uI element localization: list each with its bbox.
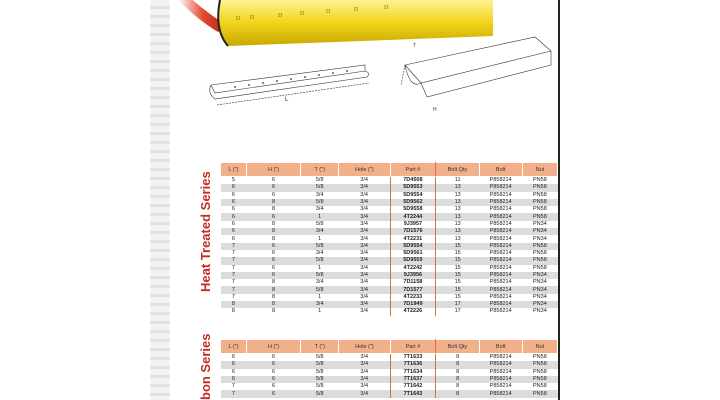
- table-cell: P858214: [479, 272, 522, 279]
- table-cell: 5/8: [301, 257, 339, 264]
- table-cell: 8: [456, 383, 460, 390]
- table-cell: 7D1949: [390, 301, 436, 308]
- table-row: [221, 192, 558, 199]
- table-cell: 4T2244: [390, 213, 436, 220]
- table-cell: 6: [246, 184, 300, 191]
- table-cell: P858214: [489, 220, 512, 227]
- table-cell: 15: [436, 243, 479, 250]
- table-cell: 3/4: [339, 286, 390, 293]
- column-header: H ("): [246, 340, 300, 354]
- table-cell: 15: [436, 286, 479, 293]
- table-cell: 3/4: [301, 228, 339, 235]
- table-cell: 5/8: [301, 199, 339, 206]
- table-cell: P858214: [479, 286, 522, 293]
- table-cell: 7: [231, 250, 235, 257]
- table-cell: 8: [231, 308, 235, 315]
- table-row: [221, 369, 558, 376]
- table-cell: P858214: [479, 184, 522, 191]
- table-row: [221, 308, 558, 315]
- table-cell: 6: [271, 191, 276, 198]
- column-header: Bolt Qty: [436, 163, 479, 177]
- table-cell: 7: [221, 243, 247, 250]
- svg-text:D: D: [300, 11, 305, 17]
- table-row: [221, 213, 558, 220]
- table-cell: 3/4: [339, 361, 390, 368]
- table-cell: 5D9553: [390, 184, 436, 191]
- table-cell: 6: [272, 383, 276, 390]
- table-cell: P858214: [489, 264, 512, 271]
- table-row: [221, 206, 558, 213]
- table-cell: 1: [301, 213, 339, 220]
- table-cell: PN34: [522, 301, 557, 308]
- table-cell: P858214: [489, 250, 512, 257]
- column-header: Part #: [390, 163, 436, 177]
- column-header: H ("): [246, 163, 300, 177]
- table-cell: PN58: [522, 376, 557, 383]
- column-header: T ("): [301, 340, 339, 354]
- table-cell: 1: [318, 264, 322, 271]
- profile-drawing: [401, 37, 551, 97]
- table-cell: 6: [271, 264, 276, 271]
- table-cell: 7T1633: [390, 354, 436, 362]
- table-cell: P858214: [479, 376, 522, 383]
- table-cell: 17: [454, 308, 461, 315]
- table-row: [221, 376, 558, 383]
- table-cell: 8: [436, 376, 479, 383]
- table-cell: 6: [221, 213, 247, 220]
- table-cell: 3/4: [315, 250, 324, 257]
- column-header: T ("): [301, 163, 339, 177]
- table-cell: 5/8: [301, 286, 339, 293]
- table-cell: 3/4: [360, 177, 368, 184]
- table-cell: 7T1634: [390, 369, 436, 376]
- table-row: [221, 354, 558, 362]
- table-cell: 1: [318, 293, 322, 300]
- table-cell: 8: [271, 308, 276, 315]
- table-row: [221, 272, 558, 279]
- table-cell: 8: [246, 199, 300, 206]
- table-cell: 7: [221, 272, 247, 279]
- table-cell: 6: [231, 235, 235, 242]
- table-cell: P858214: [489, 206, 512, 213]
- table-cell: 7D1158: [390, 279, 436, 286]
- table-cell: 4T2242: [390, 265, 436, 272]
- table-cell: 3/4: [315, 206, 324, 213]
- table-cell: 3/4: [360, 308, 368, 315]
- table-cell: PN58: [522, 213, 557, 220]
- carbon-table: [220, 339, 558, 398]
- table-cell: 6: [271, 177, 276, 184]
- table-cell: 7: [221, 390, 247, 397]
- table-cell: PN34: [522, 286, 557, 293]
- svg-text:D: D: [384, 5, 389, 11]
- table-cell: 3/4: [339, 376, 390, 383]
- table-cell: 3/4: [360, 206, 368, 213]
- table-cell: 15: [436, 272, 479, 279]
- table-cell: 3/4: [360, 250, 368, 257]
- table-row: [221, 265, 558, 272]
- table-cell: PN58: [522, 243, 557, 250]
- table-cell: 6: [246, 272, 300, 279]
- table-cell: PN58: [533, 206, 547, 213]
- table-cell: 8: [246, 286, 300, 293]
- catalog-page: [150, 0, 560, 400]
- table-row: [221, 199, 558, 206]
- table-cell: P858214: [479, 228, 522, 235]
- table-cell: 5/8: [315, 383, 324, 390]
- height-label: H: [433, 107, 437, 113]
- table-row: [221, 361, 558, 368]
- table-cell: PN34: [533, 235, 547, 242]
- svg-text:D: D: [250, 15, 255, 21]
- table-cell: 9J3956: [390, 272, 436, 279]
- table-cell: PN34: [533, 293, 547, 300]
- table-cell: 3/4: [339, 243, 390, 250]
- table-cell: 7: [231, 279, 235, 286]
- table-cell: P858214: [489, 177, 512, 184]
- blade-line-drawings: [205, 25, 555, 135]
- table-cell: 6: [246, 361, 300, 368]
- table-cell: 13: [436, 199, 479, 206]
- table-cell: 5D9561: [390, 250, 436, 257]
- table-cell: 6: [272, 368, 276, 375]
- table-row: [221, 250, 558, 257]
- table-cell: 5/8: [301, 272, 339, 279]
- table-cell: 13: [454, 235, 461, 242]
- table-cell: PN58: [533, 250, 547, 257]
- table-cell: 5D9559: [390, 257, 436, 264]
- table-cell: 8: [271, 235, 276, 242]
- table-cell: 7T1642: [390, 383, 436, 390]
- table-cell: 3/4: [315, 279, 324, 286]
- thickness-label: T: [413, 43, 417, 49]
- table-cell: 8: [271, 279, 276, 286]
- table-cell: 8: [271, 293, 276, 300]
- table-cell: 8: [436, 361, 479, 368]
- table-cell: 3/4: [339, 272, 390, 279]
- table-cell: P858214: [479, 243, 522, 250]
- table-cell: PN58: [533, 368, 547, 375]
- table-cell: 8: [271, 206, 276, 213]
- table-cell: 3/4: [339, 390, 390, 397]
- table-row: [221, 257, 558, 264]
- table-cell: 5D9558: [390, 206, 436, 213]
- table-cell: 6: [231, 191, 235, 198]
- table-cell: 7D4508: [390, 177, 436, 185]
- table-row: [221, 221, 558, 228]
- table-cell: 15: [436, 257, 479, 264]
- svg-text:D: D: [326, 9, 331, 15]
- table-cell: 6: [231, 220, 235, 227]
- table-cell: 5/8: [301, 243, 339, 250]
- table-cell: 1: [318, 308, 322, 315]
- table-cell: 7T1637: [390, 376, 436, 383]
- table-cell: PN58: [522, 199, 557, 206]
- table-cell: 5D9562: [390, 199, 436, 206]
- table-cell: 13: [454, 191, 461, 198]
- table-cell: 6: [246, 213, 300, 220]
- table-cell: P858214: [479, 301, 522, 308]
- table-cell: 5/8: [301, 390, 339, 397]
- table-cell: 3/4: [360, 383, 369, 390]
- table-cell: 13: [454, 206, 461, 213]
- table-cell: 4T2231: [390, 235, 436, 242]
- table-row: [221, 279, 558, 286]
- table-row: [221, 390, 558, 397]
- table-cell: 6: [246, 257, 300, 264]
- table-row: [221, 301, 558, 308]
- table-cell: 7D1577: [390, 286, 436, 293]
- table-cell: PN58: [522, 184, 557, 191]
- table-cell: P858214: [489, 368, 512, 375]
- column-header: Hole ("): [339, 163, 390, 177]
- table-cell: 7: [231, 264, 235, 271]
- table-cell: 15: [454, 264, 461, 271]
- table-cell: 5/8: [315, 354, 324, 361]
- table-cell: 7: [221, 257, 247, 264]
- table-cell: PN58: [533, 191, 547, 198]
- table-row: [221, 184, 558, 191]
- table-cell: 6: [231, 206, 235, 213]
- table-cell: PN34: [522, 272, 557, 279]
- table-cell: 3/4: [339, 199, 390, 206]
- table-header-row: [221, 163, 558, 177]
- svg-text:D: D: [278, 13, 283, 19]
- heat-treated-series-title: Heat Treated Series: [198, 171, 213, 292]
- table-cell: 8: [271, 220, 276, 227]
- table-cell: 8: [456, 354, 460, 361]
- table-cell: 7D1576: [390, 228, 436, 235]
- table-cell: P858214: [489, 279, 512, 286]
- table-cell: 6: [246, 390, 300, 397]
- cutting-edge-drawing: [210, 65, 369, 105]
- table-row: [221, 228, 558, 235]
- svg-text:D: D: [236, 16, 241, 22]
- table-cell: 9J3957: [390, 221, 436, 228]
- table-cell: 3/4: [301, 301, 339, 308]
- side-watermark: [150, 0, 170, 400]
- table-cell: PN58: [533, 354, 547, 361]
- column-header: Part #: [390, 340, 436, 354]
- table-cell: 8: [456, 368, 460, 375]
- table-cell: 6: [221, 184, 247, 191]
- table-cell: 6: [221, 376, 247, 383]
- table-cell: 15: [454, 293, 461, 300]
- table-cell: 15: [454, 250, 461, 257]
- table-cell: P858214: [479, 199, 522, 206]
- table-cell: 7T1643: [390, 390, 436, 397]
- table-cell: PN34: [522, 228, 557, 235]
- table-cell: PN58: [522, 361, 557, 368]
- table-cell: 7: [231, 293, 235, 300]
- table-cell: 6: [231, 354, 235, 361]
- table-cell: 4T2226: [390, 308, 436, 315]
- table-cell: 6: [221, 361, 247, 368]
- table-cell: 15: [454, 279, 461, 286]
- column-header: Bolt: [479, 340, 522, 354]
- table-cell: 3/4: [339, 257, 390, 264]
- table-cell: P858214: [479, 361, 522, 368]
- table-cell: 6: [231, 368, 235, 375]
- column-header: Bolt: [479, 163, 522, 177]
- table-cell: 3/4: [315, 191, 324, 198]
- table-cell: 5: [231, 177, 235, 184]
- table-cell: 3/4: [360, 235, 368, 242]
- table-cell: 13: [436, 213, 479, 220]
- table-cell: 8: [246, 301, 300, 308]
- table-cell: P858214: [489, 308, 512, 315]
- column-header: L ("): [221, 163, 247, 177]
- table-cell: 3/4: [339, 228, 390, 235]
- table-cell: 5/8: [301, 184, 339, 191]
- table-cell: 7: [231, 383, 235, 390]
- table-cell: 3/4: [360, 264, 368, 271]
- table-cell: 6: [221, 228, 247, 235]
- table-row: [221, 286, 558, 293]
- table-cell: PN34: [533, 279, 547, 286]
- column-header: Bolt Qty: [436, 340, 479, 354]
- heat-treated-table: [220, 162, 558, 316]
- table-cell: 13: [436, 228, 479, 235]
- table-cell: 5/8: [315, 177, 324, 184]
- table-cell: 6: [246, 376, 300, 383]
- table-cell: 13: [454, 220, 461, 227]
- table-cell: PN58: [533, 383, 547, 390]
- length-label: L: [285, 97, 289, 103]
- table-cell: 5/8: [301, 376, 339, 383]
- table-cell: PN58: [522, 390, 557, 397]
- table-cell: P858214: [489, 354, 512, 361]
- table-row: [221, 383, 558, 390]
- table-cell: 5/8: [315, 220, 324, 227]
- table-cell: 1: [318, 235, 322, 242]
- table-cell: 6: [221, 199, 247, 206]
- table-cell: 7: [221, 286, 247, 293]
- table-cell: PN58: [533, 264, 547, 271]
- table-cell: 5/8: [301, 361, 339, 368]
- table-cell: 3/4: [339, 184, 390, 191]
- table-cell: 8: [246, 228, 300, 235]
- column-header: Nut: [522, 163, 557, 177]
- table-cell: 8: [436, 390, 479, 397]
- table-cell: P858214: [489, 293, 512, 300]
- table-row: [221, 177, 558, 185]
- table-cell: 3/4: [339, 213, 390, 220]
- column-header: L ("): [221, 340, 247, 354]
- table-cell: 5/8: [315, 368, 324, 375]
- table-row: [221, 294, 558, 301]
- table-cell: PN58: [522, 257, 557, 264]
- table-cell: PN34: [533, 308, 547, 315]
- svg-text:D: D: [354, 7, 359, 13]
- table-cell: 3/4: [360, 354, 369, 361]
- table-cell: 3/4: [360, 279, 368, 286]
- table-cell: 6: [271, 250, 276, 257]
- table-cell: 5D9554: [390, 243, 436, 250]
- table-cell: 3/4: [360, 368, 369, 375]
- table-cell: 3/4: [360, 220, 368, 227]
- table-cell: 3/4: [339, 301, 390, 308]
- table-cell: 7T1636: [390, 361, 436, 368]
- column-header: Hole ("): [339, 340, 390, 354]
- table-cell: 5D9554: [390, 192, 436, 199]
- carbon-series-title: bon Series: [198, 333, 213, 400]
- table-cell: P858214: [479, 257, 522, 264]
- table-cell: PN34: [533, 220, 547, 227]
- table-cell: 6: [272, 354, 276, 361]
- column-header: Nut: [522, 340, 557, 354]
- table-cell: PN58: [533, 177, 547, 184]
- table-cell: 6: [246, 243, 300, 250]
- table-cell: 13: [436, 184, 479, 191]
- table-cell: P858214: [479, 213, 522, 220]
- table-cell: 8: [221, 301, 247, 308]
- table-header-row: [221, 340, 558, 354]
- table-row: [221, 243, 558, 250]
- table-cell: P858214: [479, 390, 522, 397]
- table-cell: 3/4: [360, 293, 368, 300]
- table-cell: 11: [454, 177, 461, 184]
- table-cell: 4T2233: [390, 294, 436, 301]
- table-row: [221, 235, 558, 242]
- table-cell: P858214: [489, 235, 512, 242]
- table-cell: 17: [436, 301, 479, 308]
- table-cell: P858214: [489, 191, 512, 198]
- table-cell: P858214: [489, 383, 512, 390]
- table-cell: 3/4: [360, 191, 368, 198]
